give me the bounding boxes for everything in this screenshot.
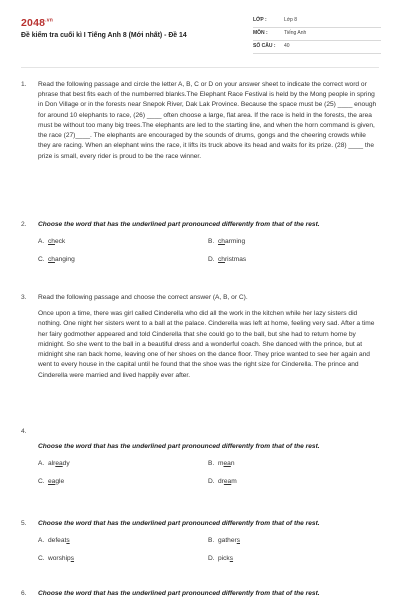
meta-label: MÔN : — [253, 30, 268, 37]
question-2 — [21, 220, 379, 274]
option-word-post: n — [230, 460, 235, 468]
question-number: 6. — [21, 590, 27, 597]
option-word-underlined: ea — [55, 460, 63, 468]
option-letter: C. — [38, 555, 45, 563]
question-4 — [21, 427, 379, 496]
question-text: Read the following passage and circle the letter A, B, C or D on your answer sheet to indicate the correct word or phrase that best fits each of the numberred blanks.The Elephant Race Festival is held by the Mong people in spring in Don Village or in the forests near Snepok River, Dak Lak Province. Because the space must be (25) ____ enough for around 10 elephants to race, (26) ____ often choose a large, flat area. If the race is held in the forests, the area must be without too many big trees.The elephants are led to the starting line, and when the horn command is given, the race (27)____. The elephants are encouraged by the sounds of drums, gongs and the cheering crowds while they are racing. When an elephant wins the race, it lifts its truck above its head and waits for its prize. (28) ____ the prize is small, every rider is proud to be the race winner. — [38, 81, 377, 160]
passage-paragraph: Once upon a time, there was girl called Cinderella who did all the work in the kitchen while her lazy sisters did nothing. One night her sisters went to a ball at the palace. Cinderella was left at home, feeling very sad. After a time her fairy godmother appeared and told Cinderella that she could go to the ball, but she had to return home by midnight. So she went to the ball in a beautiful dress and a wonderful coach. She danced with the prince, but at midnight she ran back home, leaving one of her shoes on the dance floor. They price wanted to see her again and went to every house in the capital until he found that the shoe was the right size for Cinderella. The prince and Cinderella were married and lived happily ever after. — [38, 310, 375, 379]
exam-title: Đề kiểm tra cuối kì I Tiếng Anh 8 (Mới nhất) - Đề 14 — [21, 32, 187, 39]
option-word-post: dy — [62, 460, 70, 468]
header-divider — [21, 67, 379, 68]
question-text: Choose the word that has the underlined part pronounced differently from that of the rest. — [38, 221, 320, 228]
option-word-pre: pick — [218, 555, 230, 563]
option-word-pre: gather — [218, 537, 237, 545]
option-word-underlined: s — [66, 537, 70, 545]
option-c[interactable] — [38, 554, 208, 564]
site-logo[interactable] — [21, 15, 53, 31]
answer-options — [38, 459, 378, 487]
meta-value: 40 — [284, 43, 290, 50]
option-letter: A. — [38, 537, 45, 545]
option-word-post: gle — [55, 478, 65, 486]
option-b[interactable] — [208, 237, 378, 247]
question-text: Choose the word that has the underlined part pronounced differently from that of the rest. — [38, 443, 320, 450]
question-3 — [21, 293, 379, 387]
option-a[interactable] — [38, 459, 208, 469]
option-word-post: ristmas — [224, 256, 247, 264]
option-word-pre: worship — [48, 555, 71, 563]
option-word-underlined: ch — [48, 238, 55, 246]
page-header — [0, 0, 400, 64]
question-number: 3. — [21, 294, 27, 301]
question-number: 1. — [21, 81, 27, 88]
option-d[interactable] — [208, 477, 378, 487]
option-a[interactable] — [38, 536, 208, 546]
meta-value: Tiếng Anh — [284, 30, 307, 37]
option-letter: A. — [38, 460, 45, 468]
option-word-pre: alr — [48, 460, 56, 468]
option-word-underlined: ea — [48, 478, 56, 486]
answer-options — [38, 536, 378, 564]
reading-passage — [38, 309, 379, 381]
option-word-pre: defeat — [48, 537, 67, 545]
question-text: Choose the word that has the underlined part pronounced differently from that of the rest. — [38, 520, 320, 527]
question-6 — [21, 589, 379, 599]
option-letter: C. — [38, 478, 45, 486]
question-text: Read the following passage and choose the correct answer (A, B, or C). — [38, 294, 248, 301]
option-word-underlined: ch — [218, 256, 225, 264]
option-word-underlined: s — [70, 555, 75, 563]
option-word-underlined: ea — [223, 460, 231, 468]
option-b[interactable] — [208, 459, 378, 469]
option-b[interactable] — [208, 536, 378, 546]
option-word-post: eck — [54, 238, 66, 246]
option-d[interactable] — [208, 554, 378, 564]
question-5 — [21, 519, 379, 573]
logo-text: 2048 — [21, 17, 46, 29]
question-number: 4. — [21, 428, 27, 435]
option-word-underlined: s — [229, 555, 234, 563]
option-letter: B. — [208, 460, 215, 468]
logo-suffix: .vn — [45, 17, 53, 24]
option-letter: A. — [38, 238, 45, 246]
option-letter: D. — [208, 256, 215, 264]
question-number: 5. — [21, 520, 27, 527]
option-letter: D. — [208, 555, 215, 563]
option-word-post: anging — [54, 256, 75, 264]
option-word-pre: dr — [218, 478, 224, 486]
meta-label: SỐ CÂU : — [253, 43, 276, 50]
meta-row-subject — [253, 28, 381, 41]
option-letter: D. — [208, 478, 215, 486]
option-word-underlined: ea — [223, 478, 232, 486]
question-1 — [21, 80, 379, 162]
option-letter: C. — [38, 256, 45, 264]
option-word-underlined: ch — [48, 256, 55, 264]
option-word-post: arming — [224, 238, 246, 246]
option-c[interactable] — [38, 255, 208, 265]
option-word-post: m — [231, 478, 237, 486]
exam-meta-table — [253, 15, 381, 54]
meta-label: LỚP : — [253, 17, 267, 24]
option-letter: B. — [208, 537, 215, 545]
option-letter: B. — [208, 238, 215, 246]
question-number: 2. — [21, 221, 27, 228]
option-c[interactable] — [38, 477, 208, 487]
option-d[interactable] — [208, 255, 378, 265]
answer-options — [38, 237, 378, 265]
meta-value: Lớp 8 — [284, 17, 298, 24]
question-text: Choose the word that has the underlined part pronounced differently from that of the rest. — [38, 590, 320, 597]
meta-row-class — [253, 15, 381, 28]
meta-row-question-count — [253, 41, 381, 54]
option-word-underlined: ch — [218, 238, 225, 246]
option-a[interactable] — [38, 237, 208, 247]
option-word-pre: m — [218, 460, 224, 468]
option-word-underlined: s — [236, 537, 240, 545]
